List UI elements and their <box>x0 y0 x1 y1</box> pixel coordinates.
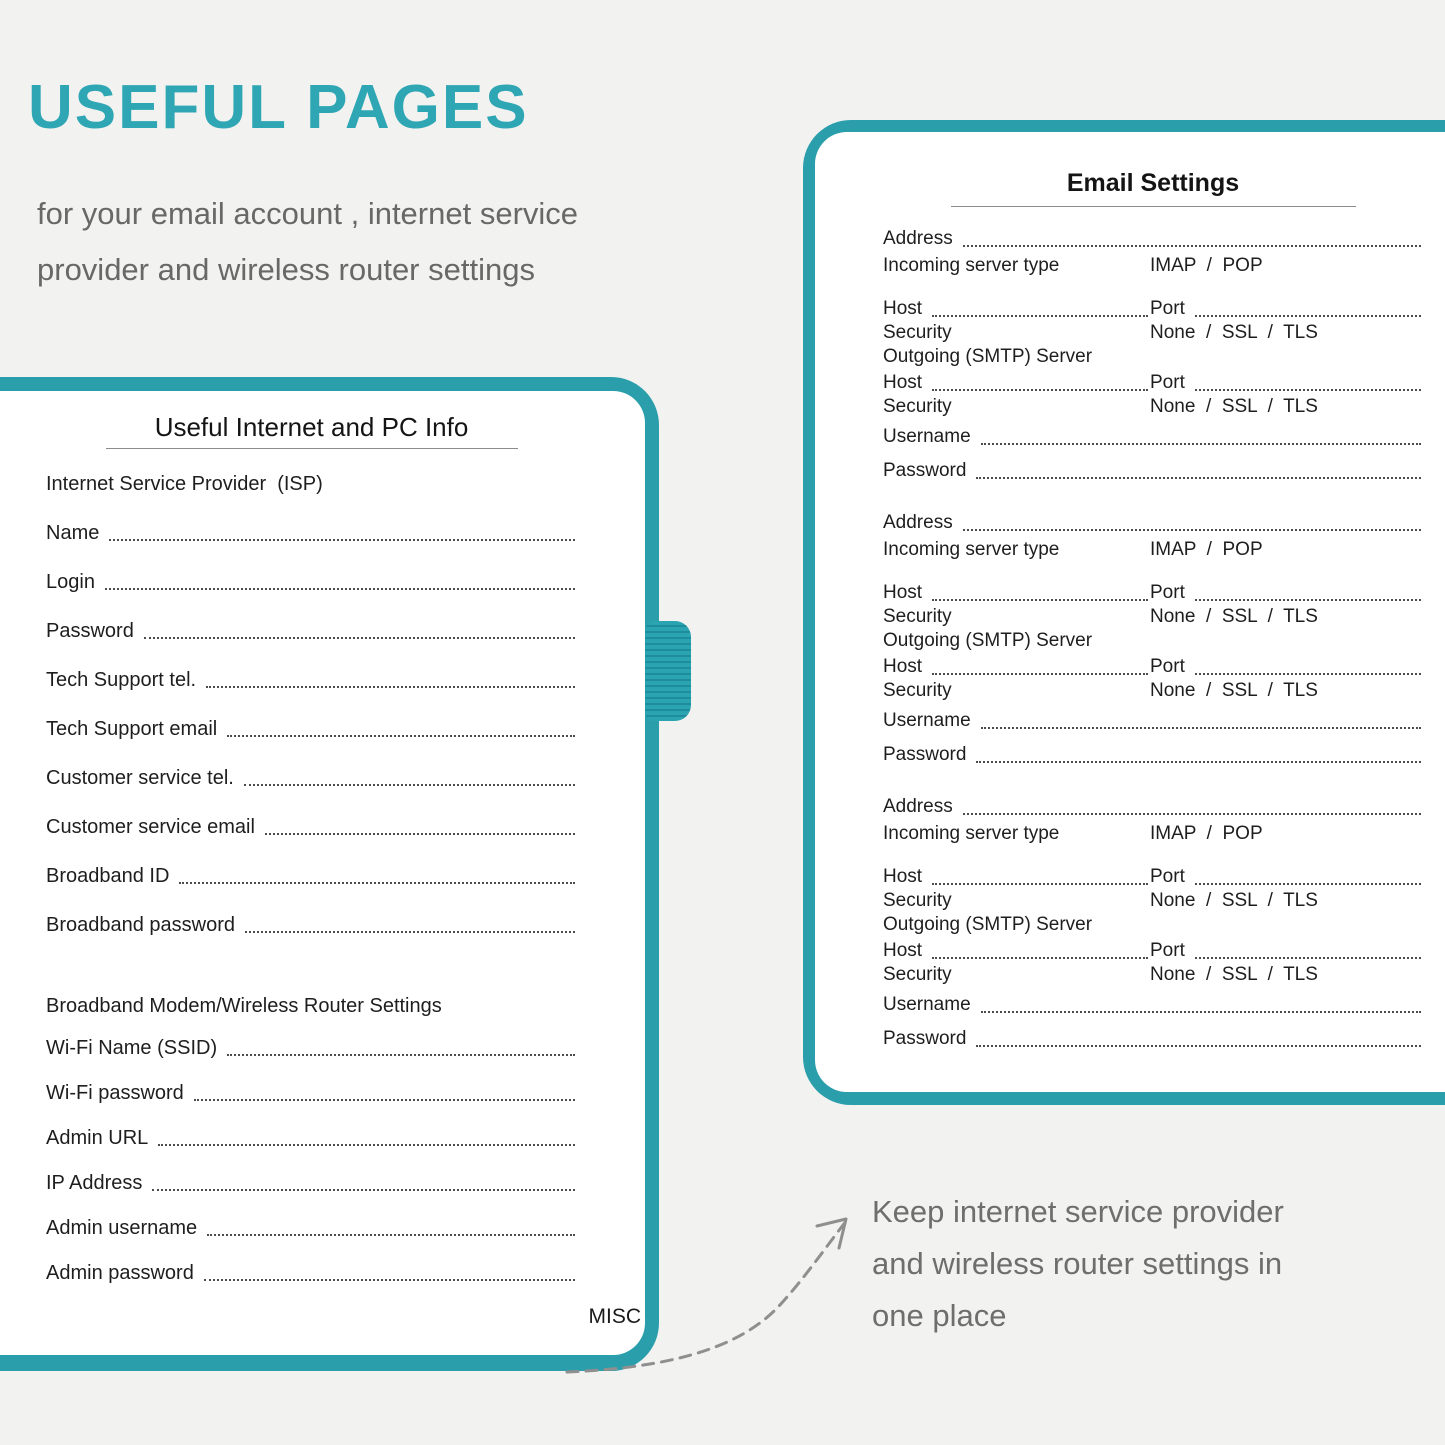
email-form-row <box>883 993 1423 1017</box>
field-label: Password <box>883 744 967 765</box>
email-form-row <box>883 605 1423 629</box>
fill-in-line <box>1195 389 1421 391</box>
field-label: Security <box>883 890 952 911</box>
email-form-row <box>883 345 1423 369</box>
field-label: Host <box>883 940 923 961</box>
form-row <box>46 863 577 889</box>
field-col <box>883 254 1150 278</box>
field-label: Broadband Modem/Wireless Router Settings <box>46 995 442 1017</box>
field-label: Incoming server type <box>883 823 1060 844</box>
email-settings-page <box>815 132 1445 1092</box>
field-col <box>1150 865 1423 889</box>
field-label: Port <box>1150 582 1185 603</box>
field-label: Security <box>883 606 952 627</box>
fill-in-line <box>227 1054 575 1056</box>
field-label: IP Address <box>46 1172 143 1194</box>
email-form-row <box>883 321 1423 345</box>
field-col <box>883 889 1150 913</box>
fill-in-line <box>932 957 1148 959</box>
subtitle-line: for your email account , internet service <box>37 196 579 231</box>
field-label: Address <box>883 796 953 817</box>
field-label: Address <box>883 512 953 533</box>
fill-in-line <box>204 1279 575 1281</box>
fill-in-line <box>179 882 575 884</box>
email-form-row <box>883 679 1423 703</box>
form-row <box>46 912 577 938</box>
form-row <box>46 1125 577 1151</box>
field-label: Username <box>883 426 971 447</box>
field-options: None / SSL / TLS <box>1150 322 1318 343</box>
field-options: None / SSL / TLS <box>1150 680 1318 701</box>
fill-in-line <box>976 761 1421 763</box>
field-col <box>883 963 1150 987</box>
page-title: USEFUL PAGES <box>28 73 529 142</box>
fill-in-line <box>932 389 1148 391</box>
fill-in-line <box>963 529 1421 531</box>
fill-in-line <box>932 599 1148 601</box>
fill-in-line <box>152 1189 575 1191</box>
field-label: Outgoing (SMTP) Server <box>883 630 1093 651</box>
fill-in-line <box>976 477 1421 479</box>
field-label: Admin password <box>46 1262 194 1284</box>
field-options: None / SSL / TLS <box>1150 396 1318 417</box>
field-label: Port <box>1150 372 1185 393</box>
field-label: Host <box>883 298 923 319</box>
field-label: Username <box>883 710 971 731</box>
field-options: None / SSL / TLS <box>1150 606 1318 627</box>
pen-loop-icon <box>645 621 691 721</box>
field-label: Security <box>883 322 952 343</box>
field-col <box>883 297 1150 321</box>
email-form-row <box>883 963 1423 987</box>
form-row <box>46 1215 577 1241</box>
form-row <box>46 1260 577 1286</box>
fill-in-line <box>227 735 575 737</box>
fill-in-line <box>976 1045 1421 1047</box>
fill-in-line <box>158 1144 575 1146</box>
fill-in-line <box>109 539 575 541</box>
field-label: Name <box>46 522 100 544</box>
field-col <box>883 679 1150 703</box>
field-options: IMAP / POP <box>1150 255 1263 276</box>
field-label: Security <box>883 964 952 985</box>
field-col <box>1150 605 1423 629</box>
page-subtitle <box>37 186 578 298</box>
field-label: Password <box>883 1028 967 1049</box>
fill-in-line <box>1195 957 1421 959</box>
fill-in-line <box>207 1234 575 1236</box>
field-col <box>883 538 1150 562</box>
field-options: IMAP / POP <box>1150 823 1263 844</box>
notebook-right-cover <box>803 120 1445 1105</box>
fill-in-line <box>932 673 1148 675</box>
callout-line: one place <box>872 1298 1007 1333</box>
email-form-row <box>883 254 1423 278</box>
callout-line: and wireless router settings in <box>872 1246 1283 1281</box>
field-col <box>883 865 1150 889</box>
field-col <box>1150 538 1423 562</box>
field-col <box>1150 889 1423 913</box>
field-col <box>883 655 1150 679</box>
email-form-row <box>883 459 1423 483</box>
email-form-row <box>883 1027 1423 1051</box>
field-label: Internet Service Provider (ISP) <box>46 473 323 495</box>
field-label: Broadband ID <box>46 865 170 887</box>
fill-in-line <box>206 686 575 688</box>
email-form-row <box>883 865 1423 889</box>
email-form-row <box>883 511 1423 535</box>
field-label: Wi-Fi Name (SSID) <box>46 1037 218 1059</box>
field-label: Incoming server type <box>883 539 1060 560</box>
email-settings-blocks <box>883 227 1423 1051</box>
form-row <box>46 1035 577 1061</box>
field-col <box>1150 655 1423 679</box>
field-label: Username <box>883 994 971 1015</box>
dashed-arrow-icon <box>555 1198 885 1388</box>
email-form-row <box>883 655 1423 679</box>
field-col <box>883 371 1150 395</box>
field-col <box>1150 321 1423 345</box>
fill-in-line <box>194 1099 575 1101</box>
field-options: IMAP / POP <box>1150 539 1263 560</box>
field-label: Outgoing (SMTP) Server <box>883 346 1093 367</box>
callout-text <box>872 1186 1284 1342</box>
field-col <box>1150 581 1423 605</box>
form-row <box>46 667 577 693</box>
field-label: Password <box>46 620 134 642</box>
left-page <box>0 391 645 1355</box>
field-col <box>883 321 1150 345</box>
form-row <box>46 1170 577 1196</box>
email-form-row <box>883 425 1423 449</box>
email-form-row <box>883 371 1423 395</box>
email-form-row <box>883 795 1423 819</box>
fill-in-line <box>144 637 575 639</box>
field-label: Incoming server type <box>883 255 1060 276</box>
email-account-block <box>883 227 1423 483</box>
field-options: None / SSL / TLS <box>1150 890 1318 911</box>
email-form-row <box>883 889 1423 913</box>
email-page-title: Email Settings <box>951 168 1356 207</box>
field-col <box>1150 254 1423 278</box>
field-label: Outgoing (SMTP) Server <box>883 914 1093 935</box>
fill-in-line <box>265 833 575 835</box>
email-form-row <box>883 227 1423 251</box>
field-label: Port <box>1150 940 1185 961</box>
subtitle-line: provider and wireless router settings <box>37 252 535 287</box>
field-label: Host <box>883 582 923 603</box>
field-label: Host <box>883 656 923 677</box>
field-label: Security <box>883 680 952 701</box>
field-label: Customer service tel. <box>46 767 234 789</box>
email-form-row <box>883 629 1423 653</box>
field-label: Login <box>46 571 95 593</box>
field-label: Password <box>883 460 967 481</box>
field-label: Admin username <box>46 1217 198 1239</box>
email-form-row <box>883 581 1423 605</box>
field-label: Port <box>1150 656 1185 677</box>
fill-in-line <box>963 245 1421 247</box>
form-row <box>46 471 577 497</box>
form-row <box>46 1080 577 1106</box>
fill-in-line <box>932 315 1148 317</box>
fill-in-line <box>1195 599 1421 601</box>
fill-in-line <box>245 931 575 933</box>
field-col <box>883 581 1150 605</box>
fill-in-line <box>981 727 1421 729</box>
field-label: Port <box>1150 866 1185 887</box>
email-form-row <box>883 709 1423 733</box>
field-col <box>1150 371 1423 395</box>
fill-in-line <box>105 588 575 590</box>
left-page-title: Useful Internet and PC Info <box>106 412 518 449</box>
field-label: Security <box>883 396 952 417</box>
email-form-row <box>883 822 1423 846</box>
fill-in-line <box>244 784 575 786</box>
email-form-row <box>883 913 1423 937</box>
field-label: Host <box>883 866 923 887</box>
field-label: Tech Support email <box>46 718 218 740</box>
email-form-row <box>883 297 1423 321</box>
email-account-block <box>883 511 1423 767</box>
field-options: None / SSL / TLS <box>1150 964 1318 985</box>
fill-in-line <box>981 443 1421 445</box>
fill-in-line <box>1195 673 1421 675</box>
form-row <box>46 569 577 595</box>
field-col <box>1150 963 1423 987</box>
field-col <box>1150 297 1423 321</box>
field-label: Customer service email <box>46 816 255 838</box>
callout-line: Keep internet service provider <box>872 1194 1284 1229</box>
field-label: Wi-Fi password <box>46 1082 184 1104</box>
email-form-row <box>883 395 1423 419</box>
field-label: Port <box>1150 298 1185 319</box>
field-col <box>883 605 1150 629</box>
left-page-fields <box>46 471 577 1286</box>
fill-in-line <box>981 1011 1421 1013</box>
field-col <box>1150 395 1423 419</box>
field-col <box>1150 679 1423 703</box>
field-label: Address <box>883 228 953 249</box>
field-col <box>883 939 1150 963</box>
fill-in-line <box>963 813 1421 815</box>
fill-in-line <box>1195 315 1421 317</box>
field-col <box>883 395 1150 419</box>
form-row <box>46 993 577 1019</box>
form-row <box>46 716 577 742</box>
field-label: Host <box>883 372 923 393</box>
field-label: Broadband password <box>46 914 236 936</box>
email-account-block <box>883 795 1423 1051</box>
field-label: Admin URL <box>46 1127 149 1149</box>
form-row <box>46 520 577 546</box>
form-row <box>46 618 577 644</box>
field-col <box>883 822 1150 846</box>
email-form-row <box>883 743 1423 767</box>
misc-tab-label: MISC <box>588 1305 641 1328</box>
field-col <box>1150 939 1423 963</box>
email-form-row <box>883 538 1423 562</box>
fill-in-line <box>932 883 1148 885</box>
field-col <box>1150 822 1423 846</box>
form-row <box>46 814 577 840</box>
fill-in-line <box>1195 883 1421 885</box>
form-row <box>46 765 577 791</box>
email-form-row <box>883 939 1423 963</box>
field-label: Tech Support tel. <box>46 669 197 691</box>
